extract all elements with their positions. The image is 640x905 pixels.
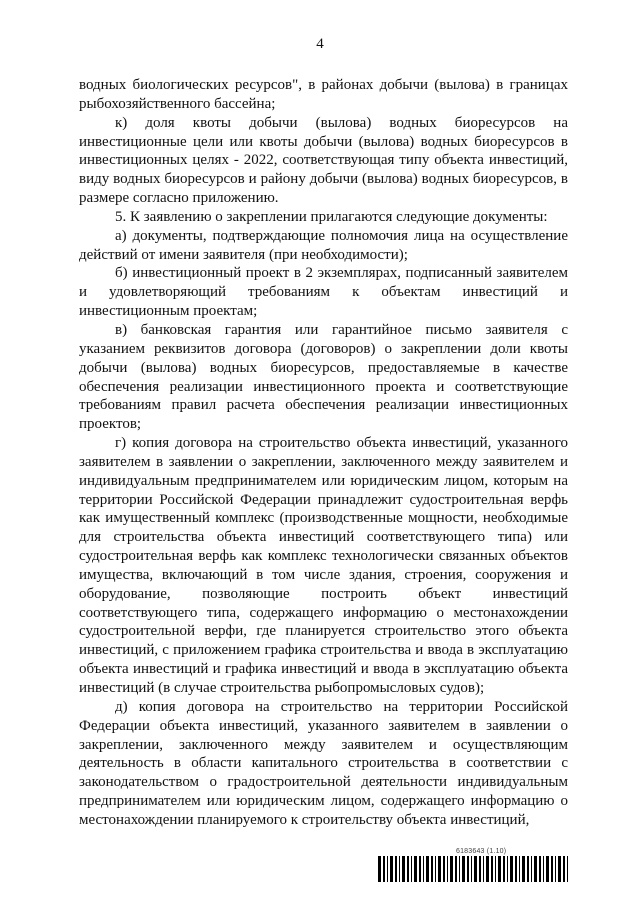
paragraph-item-a: а) документы, подтверждающие полномочия лица на осуществление действий от имени заявителя (при необходимости); bbox=[79, 227, 568, 263]
paragraph-section-5: 5. К заявлению о закреплении прилагаются следующие документы: bbox=[115, 208, 548, 225]
paragraph-item-g: г) копия договора на строительство объекта инвестиций, указанного заявителем в заявлении о закреплении, заключенного между заявителем и индивидуальным предпринимателем или юридическим лицом, которым на территории Российской Федерации принадлежит судостроительная верфь как имущественный комплекс (производственные мощности, необходимые для строительства объекта инвестиций соответствующего типа) или судостроительная верфь как комплекс технологически связанных объектов имущества, включающий в том числе здания, строения, сооружения и оборудование, позволяющие построить объект инвестиций соответствующего типа, содержащего информацию о местонахождении судостроительной верфи, где планируется строительство этого объекта инвестиций, с приложением графика строительства и ввода в эксплуатацию объекта инвестиций и графика инвестиций и ввода в эксплуатацию объекта инвестиций (в случае строительства рыбопромысловых судов); bbox=[79, 435, 568, 696]
paragraph-item-k: к) доля квоты добычи (вылова) водных биоресурсов на инвестиционные цели или квоты добычи (вылова) водных биоресурсов в инвестиционных целях - 2022, соответствующая типу объекта инвестиций, виду водных биоресурсов и району добычи (вылова) водных биоресурсов, в размере согласно приложению. bbox=[79, 114, 568, 207]
page-number: 4 bbox=[316, 36, 324, 52]
barcode bbox=[378, 856, 568, 882]
document-code: 6183643 (1.10) bbox=[456, 848, 507, 855]
paragraph-item-d: д) копия договора на строительство на территории Российской Федерации объекта инвестиций, указанного заявителем в заявлении о закреплении, заключенного между заявителем и осуществляющим деятельность в области капитального строительства в соответствии с законодательством о градостроительной деятельности индивидуальным предпринимателем или юридическим лицом, содержащего информацию о местонахождении планируемого к строительству объекта инвестиций, bbox=[79, 698, 568, 828]
paragraph-item-v: в) банковская гарантия или гарантийное письмо заявителя с указанием реквизитов договора (договоров) о закреплении доли квоты добычи (вылова) водных биоресурсов, предоставляемые в качестве обеспечения реализации инвестиционного проекта и соответствующие требованиям правил расчета обеспечения реализации инвестиционных проектов; bbox=[79, 321, 568, 433]
paragraph-item-b: б) инвестиционный проект в 2 экземплярах, подписанный заявителем и удовлетворяющий требованиям к объектам инвестиций и инвестиционным проектам; bbox=[79, 265, 568, 320]
paragraph-continuation: водных биологических ресурсов", в районах добычи (вылова) в границах рыбохозяйственного бассейна; bbox=[79, 77, 568, 112]
body-text bbox=[79, 76, 568, 830]
